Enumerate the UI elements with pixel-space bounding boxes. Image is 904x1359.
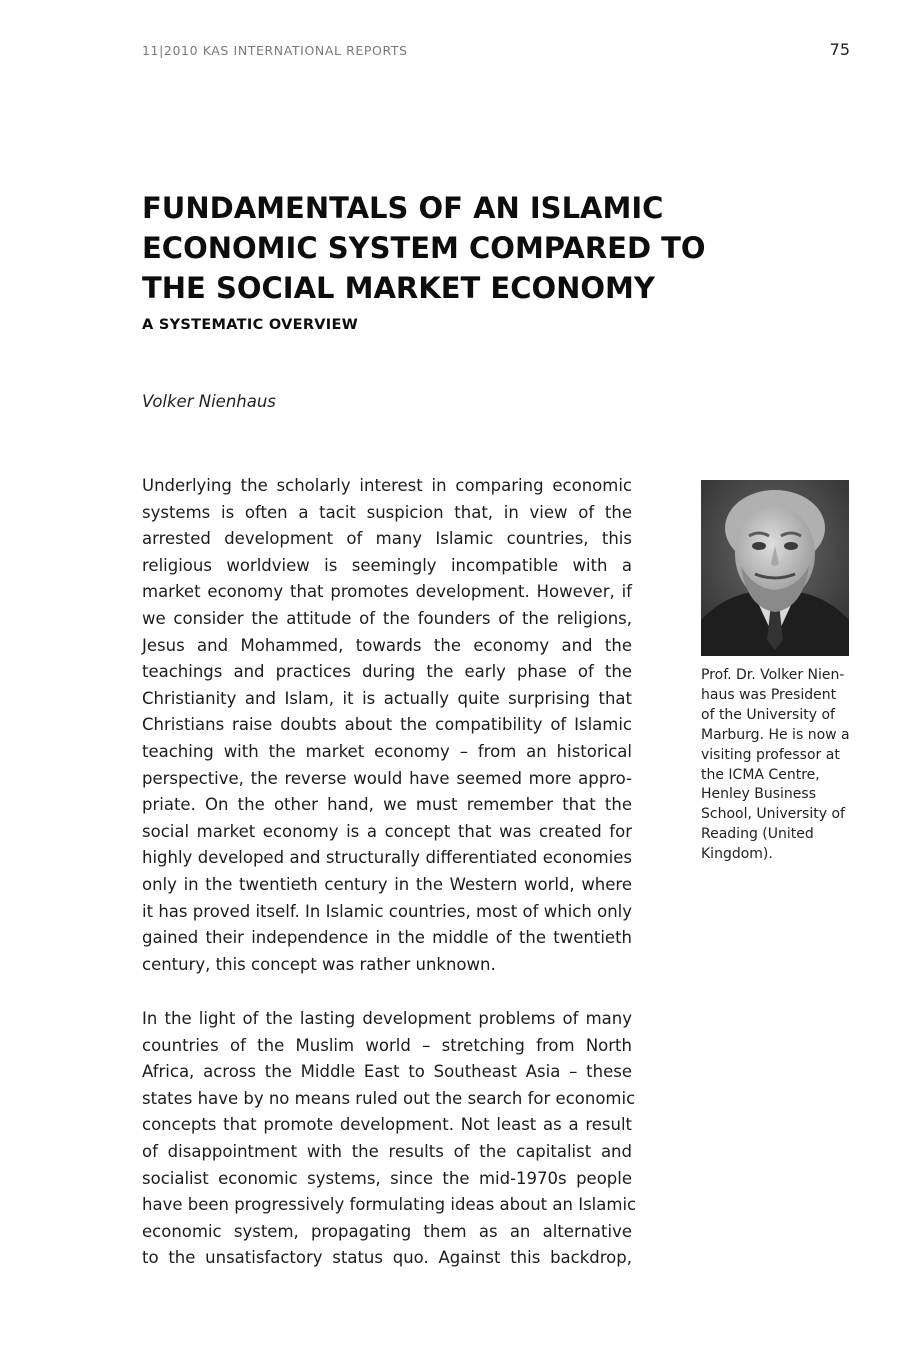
caption-line: Reading (United: [701, 826, 814, 843]
text-line: Jesus and Mohammed, towards the economy and the: [142, 635, 632, 655]
text-line: teachings and practices during the early phase of the: [142, 662, 632, 682]
portrait-caption: [701, 666, 861, 865]
caption-line: haus was President: [701, 686, 837, 703]
page-number: 75: [829, 40, 850, 59]
text-line: only in the twentieth century in the Western world, where: [142, 874, 632, 894]
text-line: Africa, across the Middle East to Southeast Asia – these: [142, 1062, 632, 1082]
caption-line: Henley Business: [701, 786, 816, 803]
text-line: Christians raise doubts about the compatibility of Islamic: [142, 715, 632, 735]
article-title: [142, 188, 782, 308]
title-line: FUNDAMENTALS OF AN ISLAMIC: [142, 191, 664, 225]
text-line: states have by no means ruled out the search for economic: [142, 1088, 636, 1108]
caption-line: Prof. Dr. Volker Nien-: [701, 667, 845, 683]
text-line: have been progressively formulating ideas about an Islamic: [142, 1195, 637, 1215]
text-line: Christianity and Islam, it is actually quite surprising that: [142, 688, 632, 708]
author-name: Volker Nienhaus: [142, 392, 276, 411]
text-line: highly developed and structurally differentiated economies: [142, 848, 632, 868]
text-line: Underlying the scholarly interest in comparing economic: [142, 476, 632, 495]
title-line: ECONOMIC SYSTEM COMPARED TO: [142, 231, 706, 265]
text-line: we consider the attitude of the founders of the religions,: [142, 608, 632, 628]
text-line: socialist economic systems, since the mid-1970s people: [142, 1168, 632, 1188]
text-line: of disappointment with the results of the capitalist and: [142, 1141, 632, 1161]
text-line: arrested development of many Islamic countries, this: [142, 529, 632, 549]
caption-line: Marburg. He is now a: [701, 726, 850, 743]
caption-line: Kingdom).: [701, 846, 773, 863]
caption-line: visiting professor at: [701, 746, 840, 763]
text-line: concepts that promote development. Not least as a result: [142, 1115, 632, 1135]
text-line: market economy that promotes development. However, if: [142, 582, 632, 602]
text-line: century, this concept was rather unknown.: [142, 954, 496, 974]
caption-line: the ICMA Centre,: [701, 766, 820, 783]
body-paragraph: [142, 1006, 637, 1272]
body-paragraph: [142, 473, 632, 978]
portrait-image: [701, 480, 849, 656]
author-portrait: [701, 480, 849, 656]
text-line: countries of the Muslim world – stretching from North: [142, 1035, 632, 1055]
text-line: teaching with the market economy – from an historical: [142, 741, 632, 761]
text-line: perspective, the reverse would have seemed more appro-: [142, 768, 632, 788]
article-subtitle: A SYSTEMATIC OVERVIEW: [142, 317, 358, 333]
text-line: gained their independence in the middle of the twentieth: [142, 928, 632, 948]
text-line: social market economy is a concept that was created for: [142, 821, 632, 841]
text-line: systems is often a tacit suspicion that, in view of the: [142, 502, 632, 522]
text-line: economic system, propagating them as an alternative: [142, 1221, 632, 1241]
text-line: In the light of the lasting development problems of many: [142, 1009, 632, 1028]
text-line: priate. On the other hand, we must remember that the: [142, 795, 632, 815]
text-line: to the unsatisfactory status quo. Against this backdrop,: [142, 1248, 632, 1268]
caption-line: School, University of: [701, 806, 845, 823]
text-line: religious worldview is seemingly incompatible with a: [142, 555, 632, 575]
text-line: it has proved itself. In Islamic countries, most of which only: [142, 901, 632, 921]
title-line: THE SOCIAL MARKET ECONOMY: [142, 271, 655, 305]
running-head: 11|2010 KAS INTERNATIONAL REPORTS: [142, 43, 408, 58]
caption-line: of the University of: [701, 706, 835, 723]
